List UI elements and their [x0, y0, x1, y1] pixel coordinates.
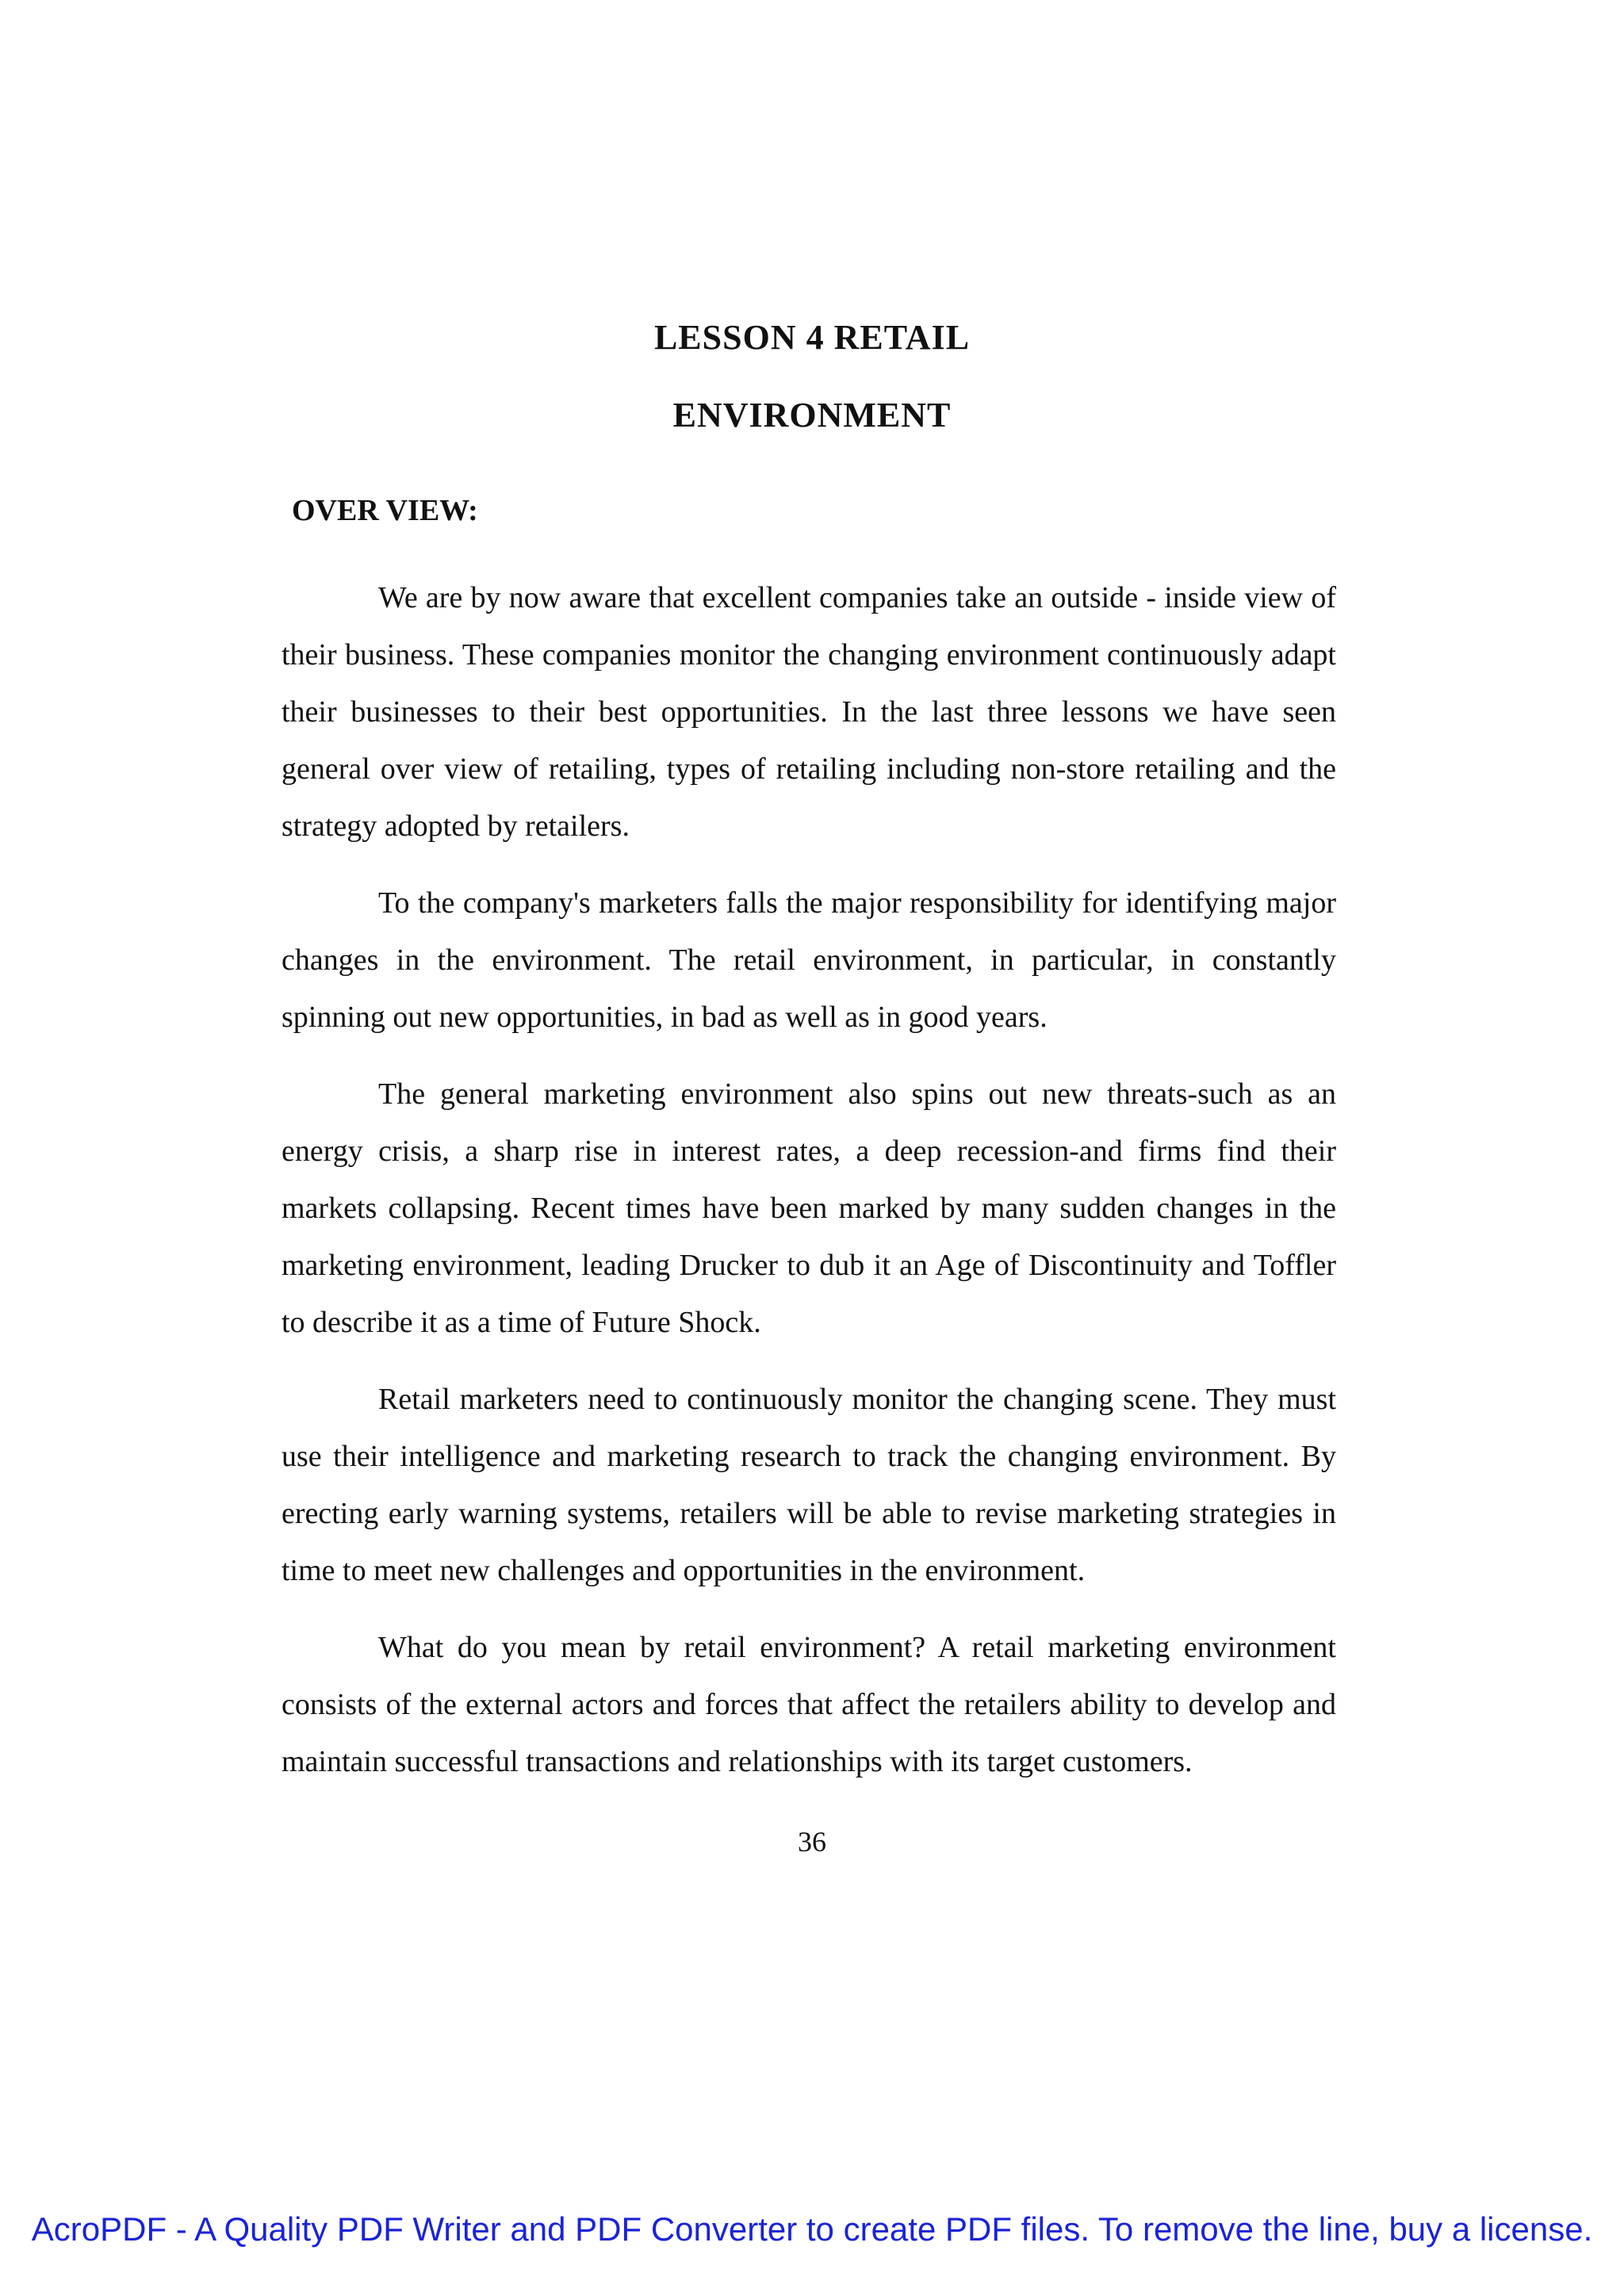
- paragraph-4: Retail marketers need to continuously monitor the changing scene. They must use their intelligence and marketing research to track the changing environment. By erecting early warning systems, retailers will be able to revise marketing strategies in time to meet new challenges and opportunities in the environment.: [282, 1383, 1336, 1587]
- paragraph-2: To the company's marketers falls the major responsibility for identifying major changes in the environment. The retail environment, in particular, in constantly spinning out new opportunities, in bad as well as in good years.: [282, 886, 1336, 1034]
- paragraph-1: We are by now aware that excellent companies take an outside - inside view of their business. These companies monitor the changing environment continuously adapt their businesses to their best opportunities. In the last three lessons we have seen general over view of retailing, types of retailing including non-store retailing and the strategy adopted by retailers.: [282, 581, 1336, 843]
- page-number: 36: [798, 1826, 826, 1858]
- lesson-title-line-1: LESSON 4 RETAIL: [653, 318, 971, 357]
- body-text: [282, 569, 1336, 1810]
- lesson-title-line-2: ENVIRONMENT: [672, 396, 952, 434]
- overview-heading: OVER VIEW:: [292, 494, 478, 527]
- paragraph-3: The general marketing environment also spins out new threats-such as an energy crisis, a sharp rise in interest rates, a deep recession-and firms find their markets collapsing. Recent times have been marked by many sudden changes in the marketing environment, leading Drucker to dub it an Age of Discontinuity and Toffler to describe it as a time of Future Shock.: [282, 1077, 1336, 1339]
- paragraph-5: What do you mean by retail environment? A retail marketing environment consists of the external actors and forces that affect the retailers ability to develop and maintain successful transactions and relationships with its target customers.: [282, 1631, 1336, 1778]
- acropdf-watermark: AcroPDF - A Quality PDF Writer and PDF Converter to create PDF files. To remove the line, buy a license.: [31, 2210, 1593, 2248]
